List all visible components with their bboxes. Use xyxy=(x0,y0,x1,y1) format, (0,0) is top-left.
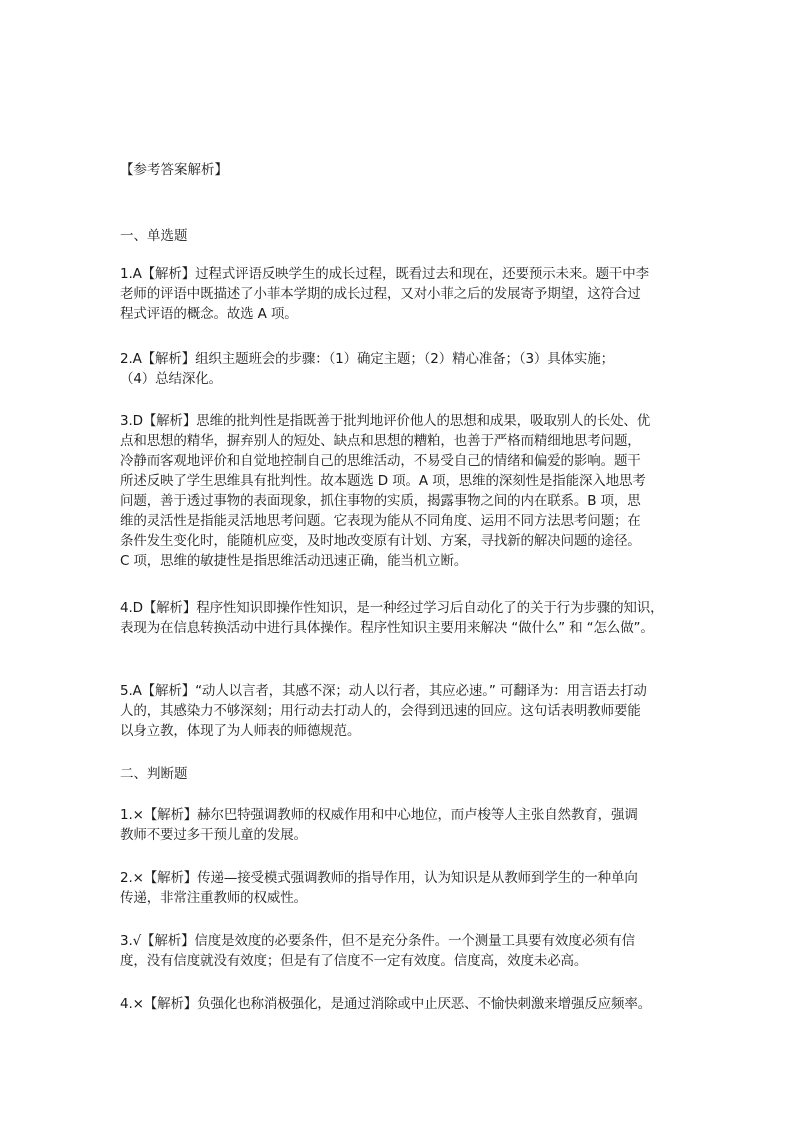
answer-line: 3.√【解析】信度是效度的必要条件，但不是充分条件。一个测量工具要有效度必须有信 xyxy=(120,933,635,949)
answer-item xyxy=(120,994,680,1014)
answer-line: 点和思想的精华，摒弃别人的短处、缺点和思想的糟粕，也善于严格而精细地思考问题， xyxy=(120,433,641,449)
answer-line: 2.×【解析】传递—接受模式强调教师的指导作用，认为知识是从教师到学生的一种单向 xyxy=(120,870,638,886)
answer-line: 2.A【解析】组织主题班会的步骤：（1）确定主题；（2）精心准备；（3）具体实施； xyxy=(120,351,614,367)
answer-item xyxy=(120,805,680,845)
answer-line: 度，没有信度就没有效度；但是有了信度不一定有效度。信度高，效度未必高。 xyxy=(120,953,588,969)
section-heading-single-choice: 一、单选题 xyxy=(120,228,188,244)
answer-line: 程式评语的概念。故选 A 项。 xyxy=(120,306,298,322)
answer-line: 4.×【解析】负强化也称消极强化，是通过消除或中止厌恶、不愉快刺激来增强反应频率。 xyxy=(120,996,652,1012)
answer-line: 4.D【解析】程序性知识即操作性知识，是一种经过学习后自动化了的关于行为步骤的知识， xyxy=(120,600,664,616)
answer-line: 维的灵活性是指能灵活地思考问题。它表现为能从不同角度、运用不同方法思考问题；在 xyxy=(120,513,641,529)
answer-line: 1.×【解析】赫尔巴特强调教师的权威作用和中心地位，而卢梭等人主张自然教育，强调 xyxy=(120,807,638,823)
answer-item xyxy=(120,411,680,571)
answer-line: （4）总结深化。 xyxy=(120,371,222,387)
answer-analysis-title: 【参考答案解析】 xyxy=(120,162,228,178)
answer-line: 表现为在信息转换活动中进行具体操作。程序性知识主要用来解决 “做什么” 和 “怎么做”。 xyxy=(120,620,654,636)
answer-line: 问题，善于透过事物的表面现象，抓住事物的实质，揭露事物之间的内在联系。B 项，思 xyxy=(120,493,641,509)
answer-line: C 项，思维的敏捷性是指思维活动迅速正确，能当机立断。 xyxy=(120,553,468,569)
answer-line: 传递，非常注重教师的权威性。 xyxy=(120,890,307,906)
answer-item xyxy=(120,931,680,971)
answer-line: 教师不要过多干预儿童的发展。 xyxy=(120,827,307,843)
answer-item xyxy=(120,264,680,324)
answer-item xyxy=(120,598,680,638)
answer-line: 人的，其感染力不够深刻；用行动去打动人的，会得到迅速的回应。这句话表明教师要能 xyxy=(120,703,641,719)
answer-line: 所述反映了学生思维具有批判性。故本题选 D 项。A 项，思维的深刻性是指能深入地思考 xyxy=(120,473,646,489)
answer-line: 冷静而客观地评价和自觉地控制自己的思维活动，不易受自己的情绪和偏爱的影响。题干 xyxy=(120,453,641,469)
answer-item xyxy=(120,681,680,741)
answer-line: 5.A【解析】“动人以言者，其感不深；动人以行者，其应必速。” 可翻译为：用言语去打动 xyxy=(120,683,647,699)
answer-line: 条件发生变化时，能随机应变，及时地改变原有计划、方案，寻找新的解决问题的途径。 xyxy=(120,533,641,549)
answer-item xyxy=(120,349,680,389)
answer-line: 老师的评语中既描述了小菲本学期的成长过程，又对小菲之后的发展寄予期望，这符合过 xyxy=(120,286,641,302)
answer-line: 以身立教，体现了为人师表的师德规范。 xyxy=(120,723,361,739)
answer-line: 1.A【解析】过程式评语反映学生的成长过程，既看过去和现在，还要预示未来。题干中李 xyxy=(120,266,649,282)
answer-line: 3.D【解析】思维的批判性是指既善于批判地评价他人的思想和成果，吸取别人的长处、优 xyxy=(120,413,651,429)
answer-item xyxy=(120,868,680,908)
section-heading-judgment: 二、判断题 xyxy=(120,766,188,782)
